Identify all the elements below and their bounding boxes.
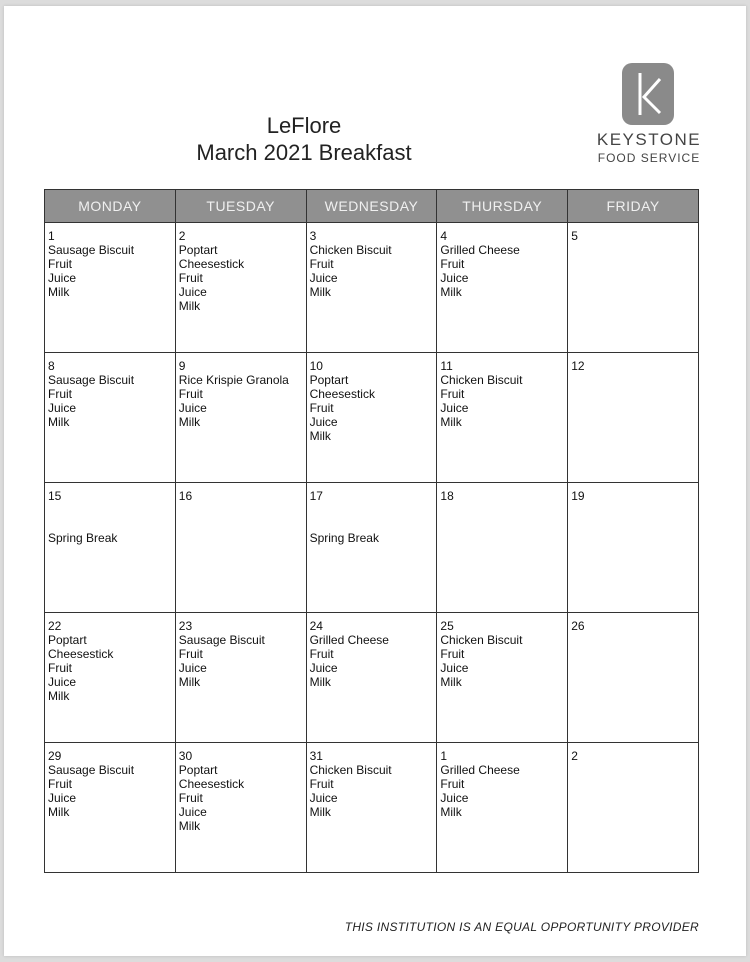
menu-item: Juice: [48, 791, 77, 805]
menu-item: Milk: [309, 285, 331, 299]
menu-item: Chicken Biscuit: [309, 763, 392, 777]
day-cell-tuesday: [175, 223, 306, 353]
menu-item: Fruit: [48, 257, 72, 271]
day-number: 4: [440, 229, 448, 243]
menu-page: [4, 6, 746, 956]
menu-item: Juice: [48, 271, 77, 285]
menu-item: Fruit: [309, 401, 334, 415]
header-monday: MONDAY: [45, 190, 176, 223]
menu-item: Cheesestick: [309, 387, 375, 401]
menu-item: Milk: [440, 285, 462, 299]
menu-item: Juice: [309, 661, 338, 675]
day-number: 2: [571, 749, 578, 763]
day-cell-wednesday: [306, 483, 437, 613]
breakfast-calendar: [44, 189, 699, 873]
menu-item: Milk: [440, 675, 462, 689]
logo-line-2: FOOD SERVICE: [597, 151, 701, 165]
menu-item: Milk: [178, 819, 201, 833]
header-friday: FRIDAY: [568, 190, 699, 223]
day-cell-friday: [568, 743, 699, 873]
day-cell-monday: [45, 743, 176, 873]
day-number: 12: [571, 359, 585, 373]
menu-item: Sausage Biscuit: [48, 373, 135, 387]
cell-spacer: [310, 503, 437, 531]
day-cell-tuesday: [175, 743, 306, 873]
day-number: 31: [309, 749, 323, 763]
menu-item: Fruit: [440, 647, 465, 661]
day-cell-friday: [568, 613, 699, 743]
day-number: 11: [440, 359, 453, 373]
day-cell-monday: [45, 613, 176, 743]
day-cell-thursday: [437, 353, 568, 483]
menu-item: Grilled Cheese: [440, 763, 520, 777]
day-number: 26: [571, 619, 585, 633]
week-row: [45, 483, 699, 613]
menu-item: Milk: [309, 429, 331, 443]
menu-item: Sausage Biscuit: [48, 763, 135, 777]
day-number: 10: [309, 359, 323, 373]
menu-item: Fruit: [178, 647, 203, 661]
menu-item: Juice: [178, 401, 207, 415]
week-row: [45, 223, 699, 353]
menu-item: Milk: [440, 805, 462, 819]
menu-item: Cheesestick: [178, 257, 245, 271]
holiday-note: Spring Break: [309, 531, 379, 545]
menu-item: Sausage Biscuit: [48, 243, 135, 257]
menu-item: Juice: [440, 661, 469, 675]
day-cell-friday: [568, 223, 699, 353]
day-cell-monday: [45, 483, 176, 613]
menu-item: Milk: [178, 299, 201, 313]
day-number: 3: [309, 229, 317, 243]
day-number: 1: [48, 229, 55, 243]
day-cell-thursday: [437, 483, 568, 613]
menu-item: Chicken Biscuit: [309, 243, 392, 257]
menu-item: Juice: [178, 285, 207, 299]
keystone-k-icon: [622, 63, 674, 125]
day-cell-tuesday: [175, 353, 306, 483]
day-number: 5: [571, 229, 578, 243]
day-number: 29: [48, 749, 62, 763]
day-cell-wednesday: [306, 613, 437, 743]
menu-item: Juice: [48, 675, 77, 689]
menu-item: Juice: [309, 791, 338, 805]
header-tuesday: TUESDAY: [175, 190, 306, 223]
day-number: 22: [48, 619, 62, 633]
menu-item: Fruit: [440, 387, 465, 401]
menu-item: Milk: [48, 285, 70, 299]
equal-opportunity-notice: THIS INSTITUTION IS AN EQUAL OPPORTUNITY PROVIDER: [344, 920, 699, 934]
menu-item: Poptart: [48, 633, 87, 647]
header-thursday: THURSDAY: [437, 190, 568, 223]
menu-item: Milk: [178, 415, 201, 429]
week-row: [45, 743, 699, 873]
menu-item: Fruit: [178, 387, 203, 401]
day-number: 8: [48, 359, 55, 373]
menu-item: Grilled Cheese: [440, 243, 520, 257]
day-number: 18: [440, 489, 454, 503]
day-cell-tuesday: [175, 483, 306, 613]
day-cell-friday: [568, 353, 699, 483]
menu-item: Fruit: [48, 661, 72, 675]
week-row: [45, 353, 699, 483]
cell-spacer: [48, 503, 175, 531]
menu-item: Poptart: [309, 373, 349, 387]
menu-item: Fruit: [440, 257, 465, 271]
day-number: 9: [178, 359, 186, 373]
menu-item: Milk: [48, 415, 70, 429]
day-number: 24: [309, 619, 323, 633]
day-number: 1: [440, 749, 448, 763]
menu-item: Fruit: [48, 777, 72, 791]
menu-item: Chicken Biscuit: [440, 633, 523, 647]
menu-item: Rice Krispie Granola: [178, 373, 289, 387]
menu-item: Juice: [178, 805, 207, 819]
day-number: 15: [48, 489, 62, 503]
menu-item: Milk: [440, 415, 462, 429]
menu-item: Fruit: [309, 647, 334, 661]
day-cell-monday: [45, 353, 176, 483]
menu-item: Fruit: [178, 791, 203, 805]
day-cell-wednesday: [306, 743, 437, 873]
day-number: 23: [178, 619, 193, 633]
menu-item: Milk: [309, 675, 331, 689]
menu-item: Juice: [309, 271, 338, 285]
menu-item: Juice: [440, 791, 469, 805]
menu-item: Fruit: [440, 777, 465, 791]
day-cell-thursday: [437, 223, 568, 353]
menu-item: Milk: [48, 805, 70, 819]
menu-item: Juice: [48, 401, 77, 415]
weekday-header-row: [45, 190, 699, 223]
day-cell-wednesday: [306, 223, 437, 353]
day-number: 2: [178, 229, 186, 243]
menu-item: Cheesestick: [48, 647, 114, 661]
day-number: 30: [178, 749, 193, 763]
week-row: [45, 613, 699, 743]
menu-item: Juice: [178, 661, 207, 675]
day-cell-wednesday: [306, 353, 437, 483]
day-cell-friday: [568, 483, 699, 613]
menu-item: Fruit: [48, 387, 72, 401]
menu-item: Juice: [440, 271, 469, 285]
calendar-body: [45, 223, 699, 873]
day-cell-thursday: [437, 613, 568, 743]
day-cell-thursday: [437, 743, 568, 873]
menu-item: Milk: [309, 805, 331, 819]
menu-item: Fruit: [178, 271, 203, 285]
day-number: 19: [571, 489, 585, 503]
day-number: 17: [309, 489, 323, 503]
menu-item: Milk: [48, 689, 70, 703]
day-number: 25: [440, 619, 454, 633]
holiday-note: Spring Break: [48, 531, 118, 545]
menu-item: Poptart: [178, 763, 218, 777]
menu-item: Grilled Cheese: [309, 633, 389, 647]
menu-item: Chicken Biscuit: [440, 373, 523, 387]
menu-item: Juice: [440, 401, 469, 415]
menu-item: Poptart: [178, 243, 218, 257]
page-title: [154, 112, 454, 166]
day-cell-monday: [45, 223, 176, 353]
day-cell-tuesday: [175, 613, 306, 743]
day-number: 16: [178, 489, 193, 503]
menu-item: Milk: [178, 675, 201, 689]
menu-item: Sausage Biscuit: [178, 633, 265, 647]
logo-line-1: KEYSTONE: [596, 130, 702, 149]
school-name: LeFlore: [266, 113, 342, 138]
menu-title: March 2021 Breakfast: [196, 140, 412, 165]
header-wednesday: WEDNESDAY: [306, 190, 437, 223]
menu-item: Cheesestick: [178, 777, 245, 791]
menu-item: Fruit: [309, 257, 334, 271]
menu-item: Juice: [309, 415, 338, 429]
menu-item: Fruit: [309, 777, 334, 791]
